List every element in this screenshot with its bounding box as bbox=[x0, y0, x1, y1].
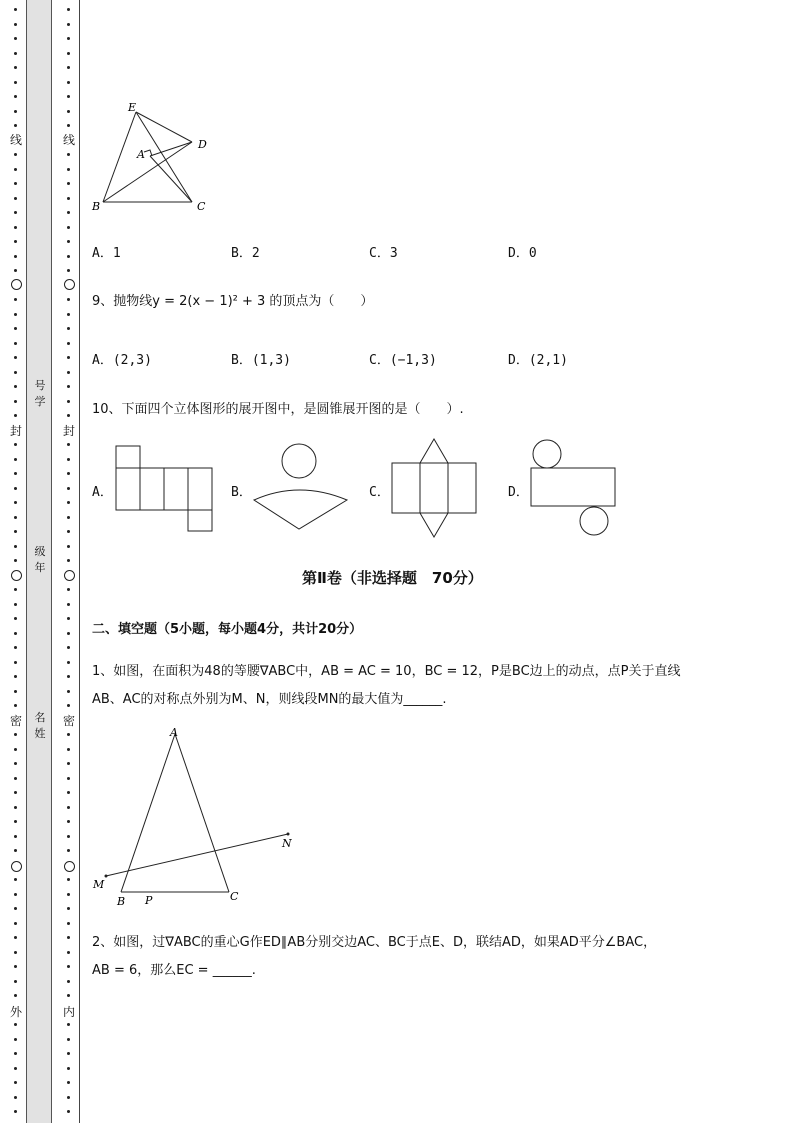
cut-mark-secret-inner: 密 bbox=[62, 714, 75, 728]
fill-question-2-line1: 2、如图，过∇ABC的重心G作ED∥AB分别交边AC、BC于点E、D，联结AD，如果AD平分∠BAC， bbox=[92, 935, 657, 950]
q10-net-b-cone bbox=[252, 442, 350, 532]
fill-question-1-line1: 1、如图，在面积为48的等腰∇ABC中，AB = AC = 10，BC = 12，P是BC边上的动点，点P关于直线 bbox=[92, 664, 681, 679]
q10-option-c-label[interactable]: C． bbox=[369, 485, 390, 500]
cut-dot bbox=[14, 849, 17, 852]
cut-dot bbox=[14, 342, 17, 345]
fig-f1-label-P: P bbox=[145, 894, 153, 907]
cut-dot bbox=[67, 545, 70, 548]
cut-dot bbox=[67, 356, 70, 359]
cut-dot bbox=[14, 1023, 17, 1026]
cut-mark-outer: 外 bbox=[9, 1005, 22, 1019]
cut-dot bbox=[67, 255, 70, 258]
cut-dot bbox=[67, 936, 70, 939]
cut-dot bbox=[14, 23, 17, 26]
cut-dot bbox=[14, 240, 17, 243]
cut-dot bbox=[14, 66, 17, 69]
dotted-line-outer bbox=[14, 0, 22, 1123]
cut-dot bbox=[14, 530, 17, 533]
cut-dot bbox=[14, 820, 17, 823]
cut-mark-secret: 密 bbox=[9, 714, 22, 728]
fig8-label-B: B bbox=[92, 200, 101, 213]
cut-dot bbox=[67, 197, 70, 200]
cut-dot bbox=[67, 806, 70, 809]
cut-dot bbox=[14, 501, 17, 504]
cut-dot bbox=[14, 443, 17, 446]
cut-dot bbox=[67, 168, 70, 171]
cut-dot bbox=[14, 1067, 17, 1070]
cut-dot bbox=[67, 400, 70, 403]
binding-hole-circle bbox=[11, 570, 22, 581]
cut-dot bbox=[67, 110, 70, 113]
field-student-number: 号学 bbox=[34, 379, 46, 408]
cut-dot bbox=[67, 240, 70, 243]
q10-option-a-label[interactable]: A． bbox=[92, 485, 113, 500]
cut-dot bbox=[14, 545, 17, 548]
cut-dot bbox=[14, 110, 17, 113]
cut-dot bbox=[14, 994, 17, 997]
cut-dot bbox=[67, 516, 70, 519]
cut-dot bbox=[67, 342, 70, 345]
cut-dot bbox=[67, 95, 70, 98]
cut-dot bbox=[14, 791, 17, 794]
cut-dot bbox=[14, 472, 17, 475]
cut-dot bbox=[14, 81, 17, 84]
cut-dot bbox=[67, 530, 70, 533]
cut-dot bbox=[14, 182, 17, 185]
cut-dot bbox=[14, 356, 17, 359]
cut-dot bbox=[14, 1052, 17, 1055]
binding-hole-circle bbox=[64, 279, 75, 290]
cut-dot bbox=[67, 66, 70, 69]
cut-dot bbox=[67, 472, 70, 475]
cut-dot bbox=[14, 516, 17, 519]
cut-dot bbox=[67, 1023, 70, 1026]
cut-dot bbox=[14, 400, 17, 403]
cut-dot bbox=[67, 269, 70, 272]
cut-dot bbox=[14, 124, 17, 127]
cut-mark-line-inner: 线 bbox=[62, 133, 75, 147]
fig-f1-label-B: B bbox=[117, 895, 126, 908]
cut-dot bbox=[67, 8, 70, 11]
fig8-label-E: E bbox=[128, 101, 137, 114]
cut-dot bbox=[67, 748, 70, 751]
cut-dot bbox=[67, 211, 70, 214]
cut-dot bbox=[67, 777, 70, 780]
cut-dot bbox=[67, 298, 70, 301]
cut-dot bbox=[67, 762, 70, 765]
cut-dot bbox=[14, 965, 17, 968]
cut-dot bbox=[14, 835, 17, 838]
cut-dot bbox=[67, 980, 70, 983]
dotted-line-inner bbox=[67, 0, 75, 1123]
cut-dot bbox=[67, 588, 70, 591]
cut-dot bbox=[67, 182, 70, 185]
cut-dot bbox=[67, 922, 70, 925]
cut-dot bbox=[14, 893, 17, 896]
cut-dot bbox=[14, 298, 17, 301]
cut-dot bbox=[67, 52, 70, 55]
fig8-label-D: D bbox=[198, 138, 207, 151]
cut-dot bbox=[14, 936, 17, 939]
cut-dot bbox=[14, 168, 17, 171]
cut-dot bbox=[67, 675, 70, 678]
cut-dot bbox=[67, 704, 70, 707]
fig-f1-point-N bbox=[287, 833, 290, 836]
cut-dot bbox=[14, 907, 17, 910]
binding-hole-circle bbox=[64, 570, 75, 581]
figure-q8-triangles bbox=[88, 98, 218, 218]
cut-dot bbox=[67, 733, 70, 736]
fig-f1-label-C: C bbox=[230, 890, 239, 903]
cut-dot bbox=[14, 8, 17, 11]
cut-dot bbox=[67, 690, 70, 693]
cut-dot bbox=[14, 197, 17, 200]
cut-dot bbox=[67, 458, 70, 461]
cut-dot bbox=[67, 81, 70, 84]
binding-rule bbox=[79, 0, 80, 1123]
fig-f1-label-M: M bbox=[93, 878, 105, 891]
cut-dot bbox=[14, 1038, 17, 1041]
cut-dot bbox=[67, 371, 70, 374]
cut-dot bbox=[67, 327, 70, 330]
cut-dot bbox=[67, 603, 70, 606]
q10-net-a-cube bbox=[114, 444, 214, 534]
cut-dot bbox=[14, 690, 17, 693]
cut-dot bbox=[67, 646, 70, 649]
cut-dot bbox=[14, 414, 17, 417]
cut-mark-seal: 封 bbox=[9, 424, 22, 438]
cut-dot bbox=[67, 951, 70, 954]
cut-dot bbox=[67, 820, 70, 823]
cut-dot bbox=[14, 878, 17, 881]
cut-dot bbox=[67, 124, 70, 127]
fig-f1-point-M bbox=[105, 875, 108, 878]
cut-mark-seal-inner: 封 bbox=[62, 424, 75, 438]
cut-dot bbox=[14, 37, 17, 40]
cut-dot bbox=[14, 646, 17, 649]
cut-dot bbox=[67, 791, 70, 794]
cut-dot bbox=[67, 835, 70, 838]
cut-dot bbox=[67, 632, 70, 635]
q10-net-c-prism bbox=[390, 437, 480, 539]
q10-option-b-label[interactable]: B． bbox=[231, 485, 252, 500]
cut-dot bbox=[14, 675, 17, 678]
binding-hole-circle bbox=[11, 861, 22, 872]
q9-option-c[interactable]: C．(−1,3) bbox=[369, 353, 437, 368]
cut-dot bbox=[14, 603, 17, 606]
cut-dot bbox=[67, 501, 70, 504]
cut-dot bbox=[14, 487, 17, 490]
cut-dot bbox=[14, 617, 17, 620]
cut-dot bbox=[67, 994, 70, 997]
cut-dot bbox=[14, 1110, 17, 1113]
q10-net-d-cylinder bbox=[529, 437, 621, 539]
cut-dot bbox=[14, 559, 17, 562]
cut-dot bbox=[14, 951, 17, 954]
cut-dot bbox=[14, 153, 17, 156]
cut-dot bbox=[67, 1067, 70, 1070]
cut-dot bbox=[14, 211, 17, 214]
fig-f1-label-N: N bbox=[282, 837, 292, 850]
cut-dot bbox=[14, 980, 17, 983]
cut-dot bbox=[14, 385, 17, 388]
cut-dot bbox=[67, 23, 70, 26]
binding-hole-circle bbox=[64, 861, 75, 872]
q9-option-a[interactable]: A．(2,3) bbox=[92, 353, 152, 368]
fig-f1-label-A: A bbox=[170, 726, 178, 739]
q10-option-d-label[interactable]: D． bbox=[508, 485, 529, 500]
cut-dot bbox=[67, 965, 70, 968]
q9-option-d[interactable]: D．(2,1) bbox=[508, 353, 568, 368]
cut-dot bbox=[14, 632, 17, 635]
cut-dot bbox=[67, 226, 70, 229]
part-2-title: 第Ⅱ卷（非选择题 70分） bbox=[302, 569, 483, 587]
cut-dot bbox=[14, 588, 17, 591]
cut-dot bbox=[14, 255, 17, 258]
field-grade: 级年 bbox=[34, 545, 46, 574]
cut-dot bbox=[67, 153, 70, 156]
cut-dot bbox=[67, 443, 70, 446]
cut-mark-line: 线 bbox=[9, 133, 22, 147]
cut-dot bbox=[67, 1110, 70, 1113]
cut-dot bbox=[67, 487, 70, 490]
cut-dot bbox=[67, 1052, 70, 1055]
fig8-label-C: C bbox=[197, 200, 206, 213]
cut-dot bbox=[14, 1096, 17, 1099]
figure-f1-triangle bbox=[88, 722, 298, 912]
cut-dot bbox=[67, 893, 70, 896]
field-name: 名姓 bbox=[34, 711, 46, 740]
q8-option-b[interactable]: B．2 bbox=[231, 246, 260, 261]
cut-dot bbox=[14, 762, 17, 765]
cut-dot bbox=[14, 371, 17, 374]
binding-hole-circle bbox=[11, 279, 22, 290]
cut-dot bbox=[14, 748, 17, 751]
cut-dot bbox=[14, 777, 17, 780]
cut-dot bbox=[67, 849, 70, 852]
fill-question-2-line2: AB = 6，那么EC = ______. bbox=[92, 963, 256, 978]
cut-dot bbox=[14, 95, 17, 98]
cut-dot bbox=[14, 327, 17, 330]
fig8-label-A: A bbox=[137, 148, 145, 161]
question-9: 9、抛物线y = 2(x − 1)² + 3 的顶点为（ ） bbox=[92, 294, 374, 309]
cut-dot bbox=[67, 313, 70, 316]
cut-dot bbox=[67, 414, 70, 417]
q8-option-a[interactable]: A．1 bbox=[92, 246, 121, 261]
cut-dot bbox=[67, 1038, 70, 1041]
cut-dot bbox=[67, 1081, 70, 1084]
cut-dot bbox=[14, 52, 17, 55]
cut-dot bbox=[67, 385, 70, 388]
cut-dot bbox=[14, 313, 17, 316]
q8-option-d[interactable]: D．0 bbox=[508, 246, 537, 261]
cut-dot bbox=[14, 1081, 17, 1084]
cut-dot bbox=[67, 617, 70, 620]
section-2-title: 二、填空题（5小题，每小题4分，共计20分） bbox=[92, 622, 363, 637]
cut-mark-inner: 内 bbox=[62, 1005, 75, 1019]
cut-dot bbox=[14, 806, 17, 809]
cut-dot bbox=[67, 661, 70, 664]
cut-dot bbox=[67, 37, 70, 40]
cut-dot bbox=[14, 661, 17, 664]
fill-question-1-line2: AB、AC的对称点外别为M、N，则线段MN的最大值为______. bbox=[92, 692, 447, 707]
cut-dot bbox=[14, 704, 17, 707]
cut-dot bbox=[14, 733, 17, 736]
cut-dot bbox=[67, 1096, 70, 1099]
cut-dot bbox=[14, 922, 17, 925]
cut-dot bbox=[67, 907, 70, 910]
q9-option-b[interactable]: B．(1,3) bbox=[231, 353, 291, 368]
cut-dot bbox=[14, 269, 17, 272]
cut-dot bbox=[14, 226, 17, 229]
question-10: 10、下面四个立体图形的展开图中，是圆锥展开图的是（ ）. bbox=[92, 402, 464, 417]
cut-dot bbox=[14, 458, 17, 461]
cut-dot bbox=[67, 559, 70, 562]
cut-dot bbox=[67, 878, 70, 881]
q8-option-c[interactable]: C．3 bbox=[369, 246, 398, 261]
